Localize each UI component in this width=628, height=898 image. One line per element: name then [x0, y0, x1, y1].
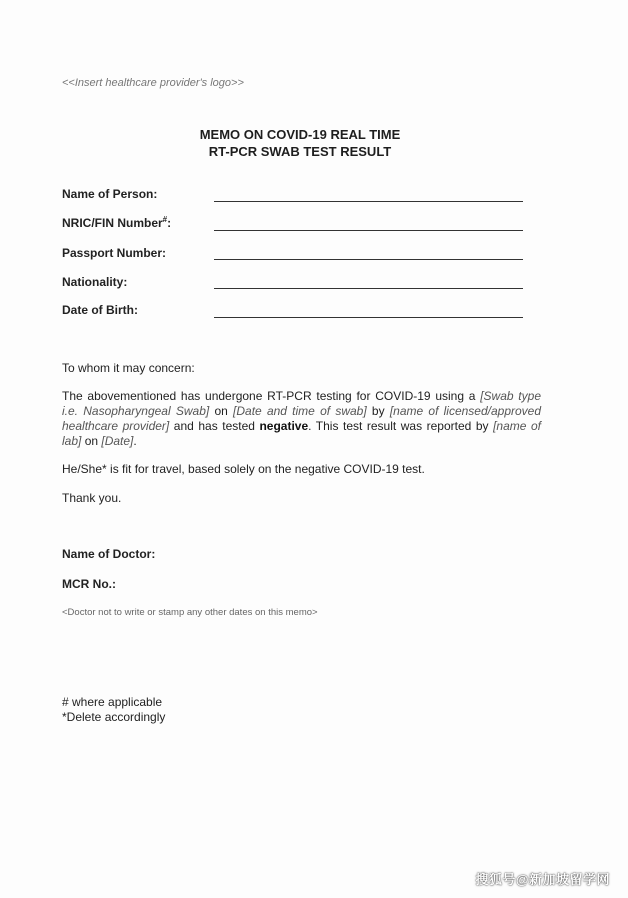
fitness-statement: He/She* is fit for travel, based solely on the negative COVID-19 test.: [62, 462, 425, 476]
field-label-nric-marker: #: [162, 215, 168, 224]
field-label-nationality: Nationality:: [62, 275, 128, 289]
field-date-of-birth[interactable]: [214, 317, 523, 318]
placeholder-report-date: [Date]: [101, 434, 134, 448]
salutation: To whom it may concern:: [62, 361, 195, 375]
field-label-passport: Passport Number:: [62, 246, 167, 260]
field-label-nric-text: NRIC/FIN Number: [62, 216, 163, 230]
doctor-note: <Doctor not to write or stamp any other dates on this memo>: [62, 607, 318, 618]
field-label-dob: Date of Birth:: [62, 303, 138, 317]
field-label-name: Name of Person:: [62, 187, 158, 201]
field-passport-number[interactable]: [214, 259, 523, 260]
logo-placeholder: <<Insert healthcare provider's logo>>: [62, 77, 244, 89]
mcr-number-label: MCR No.:: [62, 577, 116, 591]
footnote-delete: *Delete accordingly: [62, 710, 166, 724]
placeholder-lab: [name of lab]: [62, 419, 541, 448]
placeholder-swab-date: [Date and time of swab]: [233, 404, 367, 418]
placeholder-provider: [name of licensed/approved healthcare provider]: [62, 404, 542, 433]
source-watermark: 搜狐号@新加坡留学网: [475, 872, 610, 887]
footnote-applicable: # where applicable: [62, 695, 163, 709]
test-result-value: negative: [259, 419, 309, 433]
field-nationality[interactable]: [214, 288, 523, 289]
doctor-name-label: Name of Doctor:: [62, 547, 156, 561]
field-label-nric-suffix: :: [167, 216, 172, 230]
test-result-paragraph: The abovementioned has undergone RT-PCR testing for COVID-19 using a [Swab type i.e. Nasopharyngeal Swab] on [Date and time of swab] by [name of licensed/approved healthcare provider] and has tested negative. This test result was reported by [name of lab] on [Date].: [62, 389, 542, 448]
closing: Thank you.: [62, 491, 122, 505]
field-label-nric: [62, 216, 171, 230]
field-name-of-person[interactable]: [214, 201, 523, 202]
field-nric-fin-number[interactable]: [214, 230, 523, 231]
memo-title-line1: MEMO ON COVID-19 REAL TIME: [199, 127, 401, 142]
memo-title-line2: RT-PCR SWAB TEST RESULT: [208, 144, 392, 159]
placeholder-swab-type: [Swab type i.e. Nasopharyngeal Swab]: [62, 389, 541, 418]
